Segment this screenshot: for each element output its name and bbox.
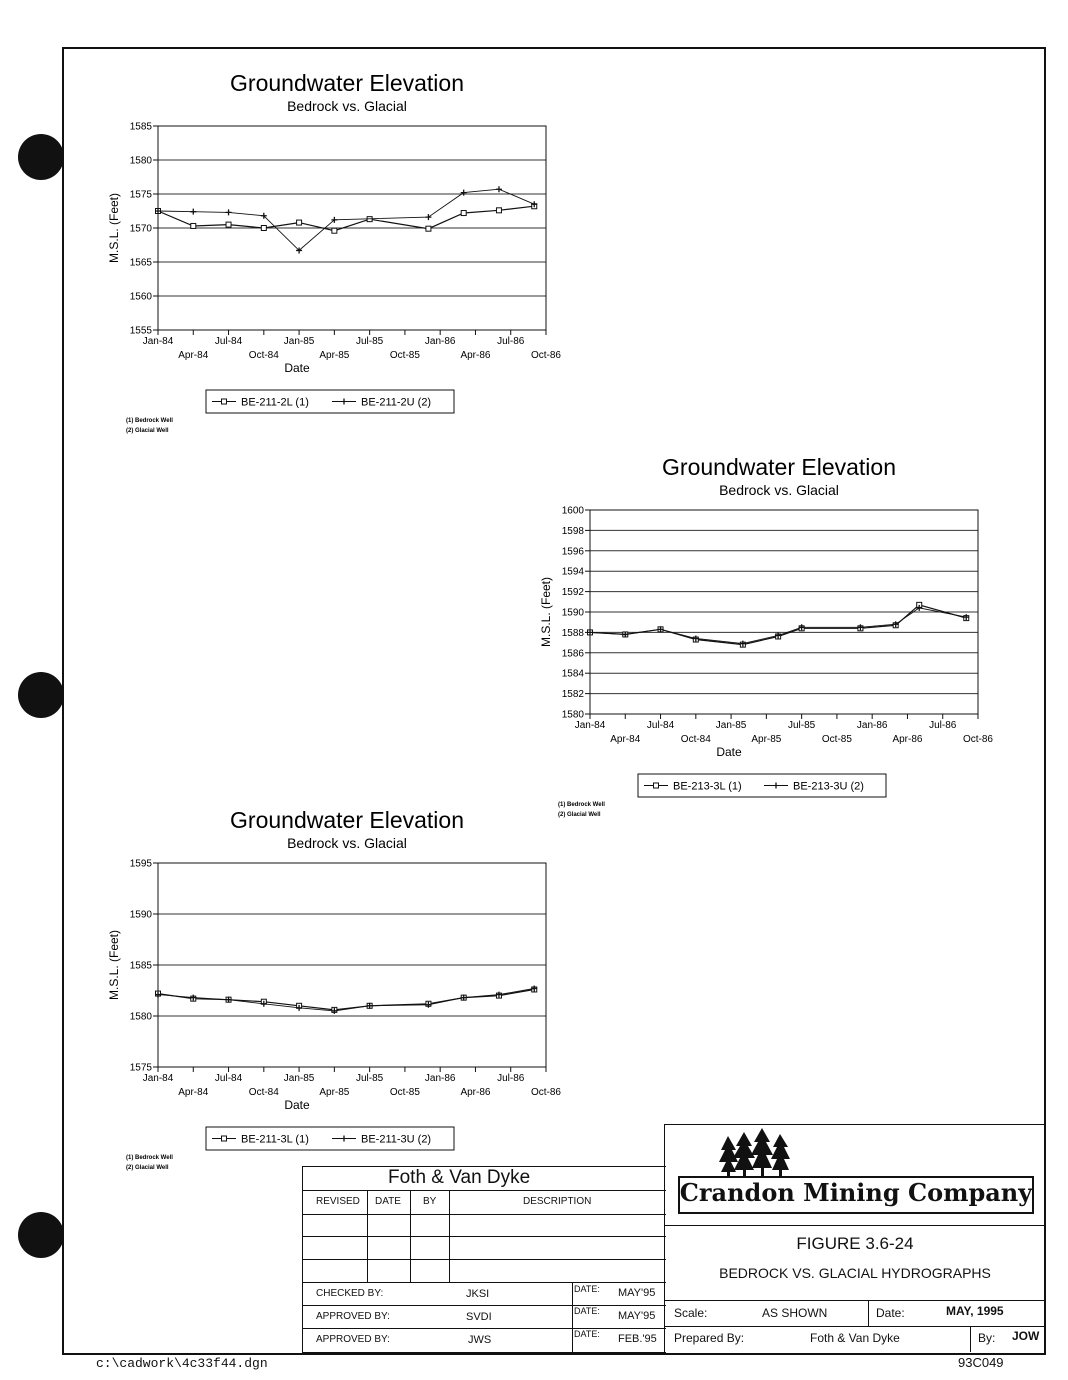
x-tick-label: Jan-84 (142, 336, 174, 347)
data-point-square (191, 223, 196, 228)
x-tick-label: Jul-84 (646, 720, 675, 731)
data-point-square (426, 226, 431, 231)
x-tick-label: Oct-84 (248, 350, 279, 361)
x-tick-label: Oct-85 (389, 350, 420, 361)
x-tick-label: Jan-84 (142, 1073, 174, 1084)
prepared-by-value: Foth & Van Dyke (810, 1331, 900, 1345)
engineer-name: Foth & Van Dyke (388, 1167, 531, 1188)
chart-title: Groundwater Elevation (662, 454, 896, 480)
x-tick-label: Apr-85 (319, 1087, 350, 1098)
checked-date-label: DATE: (574, 1284, 600, 1294)
legend-marker-square (222, 1136, 227, 1141)
date-label: Date: (876, 1306, 905, 1320)
data-point-square (461, 211, 466, 216)
figure-title: BEDROCK VS. GLACIAL HYDROGRAPHS (719, 1265, 991, 1281)
data-point-square (332, 228, 337, 233)
y-axis-label: M.S.L. (Feet) (107, 192, 121, 264)
chart-subtitle: Bedrock vs. Glacial (287, 98, 407, 114)
y-tick-label: 1600 (561, 505, 584, 517)
chart-title: Groundwater Elevation (230, 807, 464, 833)
x-tick-label: Oct-86 (530, 1087, 562, 1098)
x-tick-label: Oct-85 (821, 734, 852, 745)
x-tick-label: Oct-84 (680, 734, 711, 745)
series-line-1 (158, 206, 534, 231)
data-point-plus (496, 186, 502, 192)
legend-label: BE-211-3U (2) (361, 1133, 432, 1146)
figure-number: FIGURE 3.6-24 (796, 1234, 914, 1253)
y-tick-label: 1560 (129, 291, 152, 303)
y-tick-label: 1585 (129, 121, 152, 133)
data-point-square (226, 222, 231, 227)
chart-be-211-3 (100, 799, 580, 1184)
x-tick-label: Jan-86 (424, 336, 456, 347)
x-tick-label: Jul-86 (929, 720, 957, 731)
x-tick-label: Jul-86 (497, 1073, 525, 1084)
y-tick-label: 1595 (129, 858, 152, 870)
approved-by-label-2: APPROVED BY: (316, 1334, 390, 1345)
y-tick-label: 1588 (561, 627, 584, 639)
legend-label: BE-211-2U (2) (361, 396, 432, 409)
y-tick-label: 1580 (561, 709, 584, 721)
x-tick-label: Jul-84 (214, 1073, 243, 1084)
x-tick-label: Apr-84 (610, 734, 641, 745)
approved-by-value-1: SVDI (466, 1311, 492, 1323)
x-tick-label: Apr-85 (751, 734, 782, 745)
x-tick-label: Oct-84 (248, 1087, 279, 1098)
x-tick-label: Jul-85 (788, 720, 816, 731)
scale-value: AS SHOWN (762, 1306, 828, 1320)
data-point-square (496, 208, 501, 213)
legend-marker-square (222, 399, 227, 404)
legend-label: BE-213-3L (1) (673, 780, 742, 793)
drawing-number: 93C049 (958, 1355, 1004, 1370)
chart-svg-2 (532, 446, 1012, 826)
y-tick-label: 1586 (561, 648, 584, 660)
header-by: BY (423, 1196, 437, 1207)
series-line-1 (158, 990, 534, 1010)
punch-hole-middle (18, 672, 64, 718)
y-tick-label: 1580 (129, 155, 152, 167)
chart-subtitle: Bedrock vs. Glacial (287, 835, 407, 851)
x-tick-label: Jul-84 (214, 336, 243, 347)
well-note: (1) Bedrock Well (558, 802, 605, 808)
x-tick-label: Jan-86 (424, 1073, 456, 1084)
file-path: c:\cadwork\4c33f44.dgn (96, 1356, 268, 1371)
x-tick-label: Apr-86 (892, 734, 923, 745)
x-tick-label: Jan-85 (715, 720, 747, 731)
data-point-square (297, 220, 302, 225)
x-axis-label: Date (284, 361, 310, 375)
y-tick-label: 1570 (129, 223, 152, 235)
chart-subtitle: Bedrock vs. Glacial (719, 482, 839, 498)
x-tick-label: Jan-85 (283, 1073, 315, 1084)
scale-label: Scale: (674, 1306, 708, 1320)
data-point-plus (190, 209, 196, 215)
y-tick-label: 1575 (129, 1062, 152, 1074)
x-tick-label: Apr-86 (460, 350, 491, 361)
x-tick-label: Apr-84 (178, 350, 209, 361)
legend-label: BE-213-3U (2) (793, 780, 864, 793)
y-tick-label: 1590 (561, 607, 584, 619)
by-label: By: (978, 1331, 996, 1345)
checked-by-value: JKSI (466, 1288, 490, 1300)
y-tick-label: 1596 (561, 546, 584, 558)
x-tick-label: Jan-85 (283, 336, 315, 347)
legend-label: BE-211-2L (1) (241, 396, 309, 409)
y-tick-label: 1592 (561, 587, 584, 599)
well-note: (1) Bedrock Well (126, 418, 173, 424)
well-note: (2) Glacial Well (126, 428, 169, 434)
y-tick-label: 1594 (561, 566, 584, 578)
approved-date-value-2: FEB.'95 (618, 1333, 657, 1345)
x-tick-label: Oct-86 (962, 734, 994, 745)
punch-hole-bottom (18, 1212, 64, 1258)
approved-by-label-1: APPROVED BY: (316, 1311, 390, 1322)
series-line-2 (158, 189, 534, 250)
y-tick-label: 1565 (129, 257, 152, 269)
x-tick-label: Jul-85 (356, 336, 384, 347)
x-tick-label: Apr-84 (178, 1087, 209, 1098)
x-tick-label: Jul-85 (356, 1073, 384, 1084)
approved-by-value-2: JWS (468, 1334, 492, 1346)
x-axis-label: Date (716, 745, 742, 759)
y-tick-label: 1598 (561, 525, 584, 537)
x-tick-label: Jan-84 (574, 720, 606, 731)
chart-title: Groundwater Elevation (230, 70, 464, 96)
approved-date-value-1: MAY'95 (618, 1310, 656, 1322)
header-date: DATE (375, 1196, 401, 1207)
legend-label: BE-211-3L (1) (241, 1133, 309, 1146)
y-tick-label: 1582 (561, 689, 584, 701)
approved-date-label-1: DATE: (574, 1306, 600, 1316)
y-tick-label: 1575 (129, 189, 152, 201)
data-point-plus (425, 214, 431, 220)
y-axis-label: M.S.L. (Feet) (539, 576, 553, 648)
x-tick-label: Apr-86 (460, 1087, 491, 1098)
x-tick-label: Oct-86 (530, 350, 562, 361)
x-tick-label: Jul-86 (497, 336, 525, 347)
y-tick-label: 1584 (561, 668, 584, 680)
legend-marker-square (654, 783, 659, 788)
x-tick-label: Jan-86 (856, 720, 888, 731)
header-revised: REVISED (316, 1196, 360, 1207)
chart-svg-3 (100, 799, 580, 1179)
date-value: MAY, 1995 (946, 1304, 1004, 1318)
chart-be-213-3 (532, 446, 1012, 831)
x-tick-label: Apr-85 (319, 350, 350, 361)
x-axis-label: Date (284, 1098, 310, 1112)
y-tick-label: 1590 (129, 909, 152, 921)
company-name: Crandon Mining Company (679, 1178, 1033, 1207)
chart-be-211-2 (100, 62, 580, 447)
y-axis-label: M.S.L. (Feet) (107, 929, 121, 1001)
y-tick-label: 1585 (129, 960, 152, 972)
prepared-by-label: Prepared By: (674, 1331, 745, 1345)
punch-hole-top (18, 134, 64, 180)
chart-svg-1 (100, 62, 580, 442)
checked-by-label: CHECKED BY: (316, 1288, 384, 1299)
well-note: (2) Glacial Well (558, 812, 601, 818)
data-point-plus (226, 209, 232, 215)
data-point-plus (461, 190, 467, 196)
x-tick-label: Oct-85 (389, 1087, 420, 1098)
y-tick-label: 1555 (129, 325, 152, 337)
approved-date-label-2: DATE: (574, 1329, 600, 1339)
checked-date-value: MAY'95 (618, 1287, 656, 1299)
well-note: (1) Bedrock Well (126, 1155, 173, 1161)
trees-logo (718, 1128, 800, 1178)
header-description: DESCRIPTION (523, 1196, 592, 1207)
well-note: (2) Glacial Well (126, 1165, 169, 1171)
data-point-square (261, 226, 266, 231)
y-tick-label: 1580 (129, 1011, 152, 1023)
by-value: JOW (1012, 1329, 1040, 1343)
